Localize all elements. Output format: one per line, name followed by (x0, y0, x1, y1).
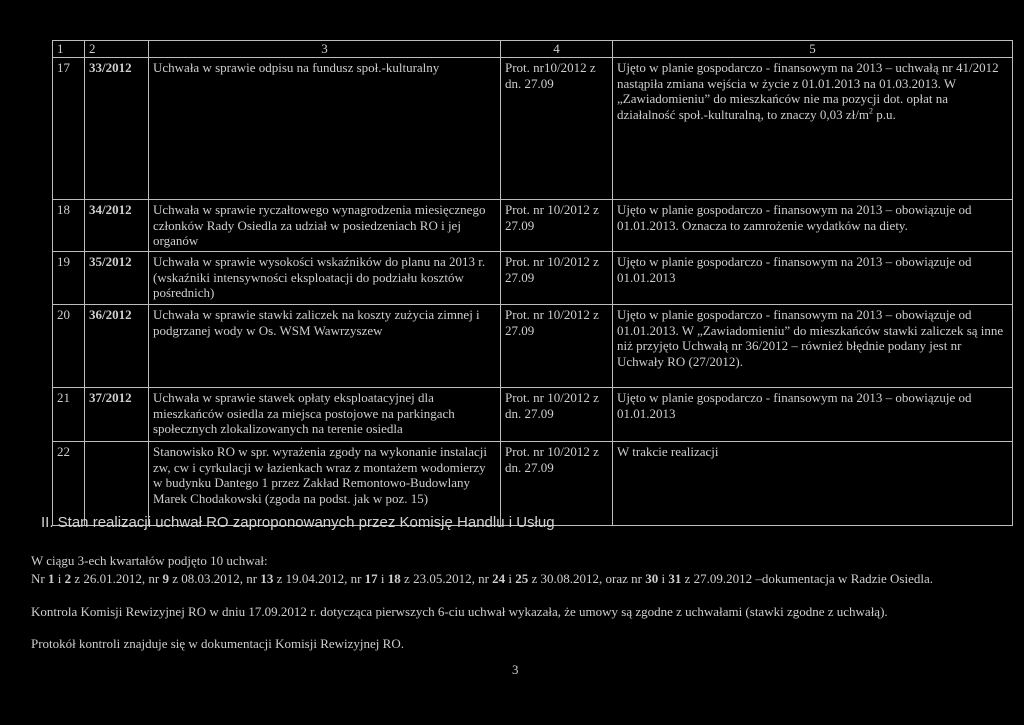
row-status: W trakcie realizacji (613, 442, 1013, 526)
row-status: Ujęto w planie gospodarczo - finansowym na 2013 – obowiązuje od 01.01.2013 (613, 388, 1013, 442)
row-resolution-number: 35/2012 (85, 252, 149, 305)
row-status: Ujęto w planie gospodarczo - finansowym na 2013 – obowiązuje od 01.01.2013 (613, 252, 1013, 305)
table-row (53, 388, 1013, 442)
row-resolution-number: 33/2012 (85, 58, 149, 200)
text-segment: z 23.05.2012, nr (400, 571, 493, 586)
row-lp: 19 (53, 252, 85, 305)
row-resolution-number: 37/2012 (85, 388, 149, 442)
text-segment: z 26.01.2012, nr (71, 571, 163, 586)
table-row (53, 442, 1013, 526)
row-status: Ujęto w planie gospodarczo - finansowym na 2013 – obowiązuje od 01.01.2013. W „Zawiadomieniu” do mieszkańców stawki zaliczek są inne niż przyjęto Uchwałą nr 36/2012 – również błędnie podany jest nr Uchwały RO (27/2012). (613, 305, 1013, 388)
row-title: Uchwała w sprawie stawek opłaty eksploatacyjnej dla mieszkańców osiedla za miejsca postojowe na parkingach społecznych zlokalizowanych na terenie osiedla (149, 388, 501, 442)
text-segment: i (505, 571, 516, 586)
row-lp: 20 (53, 305, 85, 388)
text-segment: z 27.09.2012 –dokumentacja w Radzie Osiedla. (681, 571, 934, 586)
row-status-text: Ujęto w planie gospodarczo - finansowym na 2013 – uchwałą nr 41/2012 nastąpiła zmiana wejścia w życie z 01.01.2013 na 01.03.2013. W „Zawiadomieniu” do mieszkańców nie ma pozycji dot. opłat na działalność społ.-kulturalną, to znaczy 0,03 zł/m (617, 60, 999, 122)
resolutions-table (52, 40, 1013, 526)
row-title: Stanowisko RO w spr. wyrażenia zgody na wykonanie instalacji zw, cw i cyrkulacji w łazienkach wraz z montażem wodomierzy w budynku Dantego 1 przez Zakład Remontowo-Budowlany Marek Chodakowski (zgoda na podst. jak w poz. 15) (149, 442, 501, 526)
resolution-number: 25 (515, 571, 529, 586)
row-resolution-number: 36/2012 (85, 305, 149, 388)
text-segment: i (54, 571, 65, 586)
text-segment: z 19.04.2012, nr (273, 571, 365, 586)
text-segment: z 30.08.2012, oraz nr (528, 571, 646, 586)
row-title: Uchwała w sprawie stawki zaliczek na koszty zużycia zimnej i podgrzanej wody w Os. WSM Wawrzyszew (149, 305, 501, 388)
row-status-tail: p.u. (876, 106, 896, 122)
table-row (53, 200, 1013, 252)
table-row (53, 58, 1013, 200)
paragraph-audit: Kontrola Komisji Rewizyjnej RO w dniu 17.09.2012 r. dotycząca pierwszych 6-ciu uchwał wykazała, że umowy są zgodne z uchwałami (stawki zgodne z uchwałą). (31, 604, 888, 619)
resolution-number: 1 (47, 571, 55, 586)
row-protocol: Prot. nr 10/2012 z 27.09 (501, 200, 613, 252)
resolution-number: 13 (260, 571, 274, 586)
text-segment: z 08.03.2012, nr (168, 571, 261, 586)
row-protocol: Prot. nr 10/2012 z dn. 27.09 (501, 442, 613, 526)
paragraph-protocol: Protokół kontroli znajduje się w dokumentacji Komisji Rewizyjnej RO. (31, 636, 404, 651)
text-segment: Nr (31, 571, 48, 586)
section-title: II. Stan realizacji uchwał RO zaproponowanych przez Komisję Handlu i Usług (41, 514, 555, 531)
row-status-superscript: 2 (868, 106, 873, 116)
row-resolution-number (85, 442, 149, 526)
header-col-1: 1 (53, 41, 85, 58)
row-title: Uchwała w sprawie wysokości wskaźników do planu na 2013 r. (wskaźniki intensywności eksploatacji do podziału kosztów pośrednich) (149, 252, 501, 305)
page-number: 3 (512, 662, 519, 677)
row-protocol: Prot. nr 10/2012 z dn. 27.09 (501, 388, 613, 442)
text-segment: i (377, 571, 388, 586)
row-lp: 18 (53, 200, 85, 252)
row-protocol: Prot. nr 10/2012 z 27.09 (501, 252, 613, 305)
resolution-number: 2 (64, 571, 72, 586)
resolution-number: 9 (162, 571, 169, 586)
paragraph-intro: W ciągu 3-ech kwartałów podjęto 10 uchwał: (31, 553, 268, 568)
header-col-4: 4 (501, 41, 613, 58)
header-col-2: 2 (85, 41, 149, 58)
row-lp: 17 (53, 58, 85, 200)
row-title: Uchwała w sprawie odpisu na fundusz społ.-kulturalny (149, 58, 501, 200)
table-row (53, 305, 1013, 388)
header-col-5: 5 (613, 41, 1013, 58)
resolution-number: 17 (364, 571, 378, 586)
row-title: Uchwała w sprawie ryczałtowego wynagrodzenia miesięcznego członków Rady Osiedla za udział w posiedzeniach RO i jej organów (149, 200, 501, 252)
header-col-3: 3 (149, 41, 501, 58)
row-lp: 21 (53, 388, 85, 442)
row-resolution-number: 34/2012 (85, 200, 149, 252)
resolution-number: 18 (387, 571, 401, 586)
table-row (53, 252, 1013, 305)
resolution-number: 31 (668, 571, 682, 586)
paragraph-resolution-list (31, 571, 991, 587)
row-status (613, 58, 1013, 200)
row-lp: 22 (53, 442, 85, 526)
resolution-number: 24 (492, 571, 506, 586)
text-segment: i (658, 571, 669, 586)
resolution-number: 30 (645, 571, 659, 586)
row-protocol: Prot. nr10/2012 z dn. 27.09 (501, 58, 613, 200)
table-header-row (53, 41, 1013, 58)
row-status: Ujęto w planie gospodarczo - finansowym na 2013 – obowiązuje od 01.01.2013. Oznacza to zamrożenie wydatków na diety. (613, 200, 1013, 252)
row-protocol: Prot. nr 10/2012 z 27.09 (501, 305, 613, 388)
